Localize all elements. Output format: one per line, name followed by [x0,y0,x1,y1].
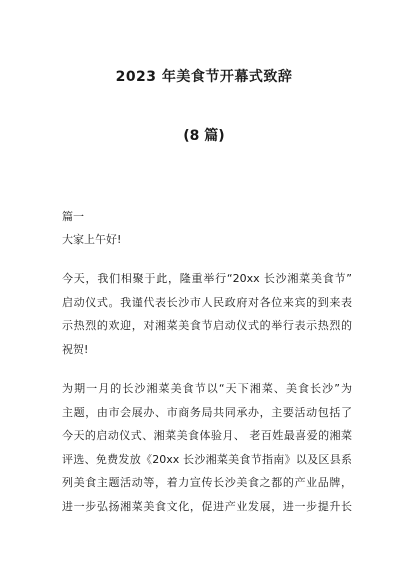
paragraph-line: 祝贺! [62,342,89,356]
paragraph-line: 示热烈的欢迎，对湘菜美食节启动仪式的举行表示热烈的 [62,319,352,332]
paragraph-line: 进一步弘扬湘菜美食文化，促进产业发展，进一步提升长 [62,499,352,513]
paragraph-line: 今天，我们相聚于此，隆重举行“20xx 长沙湘菜美食节” [62,272,352,285]
document-subtitle: (8 篇) [183,128,225,144]
paragraph-2 [62,377,352,518]
greeting-line: 大家上午好! [62,233,122,246]
paragraph-line: 启动仪式。我谨代表长沙市人民政府对各位来宾的到来表 [62,295,352,309]
paragraph-line: 列美食主题活动等，着力宣传长沙美食之都的产业品牌， [62,476,352,489]
paragraph-1 [62,267,352,361]
paragraph-line: 为期一月的长沙湘菜美食节以“天下湘菜、美食长沙”为 [62,382,352,395]
paragraph-line: 主题，由市会展办、市商务局共同承办，主要活动包括了 [62,405,352,419]
paragraph-line: 评选、免费发放《20xx 长沙湘菜美食节指南》以及区县系 [62,452,352,466]
document-title: 2023 年美食节开幕式致辞 [115,69,293,85]
paragraph-line: 今天的启动仪式、湘菜美食体验月、 老百姓最喜爱的湘菜 [62,429,352,442]
section-label: 篇一 [62,210,84,223]
